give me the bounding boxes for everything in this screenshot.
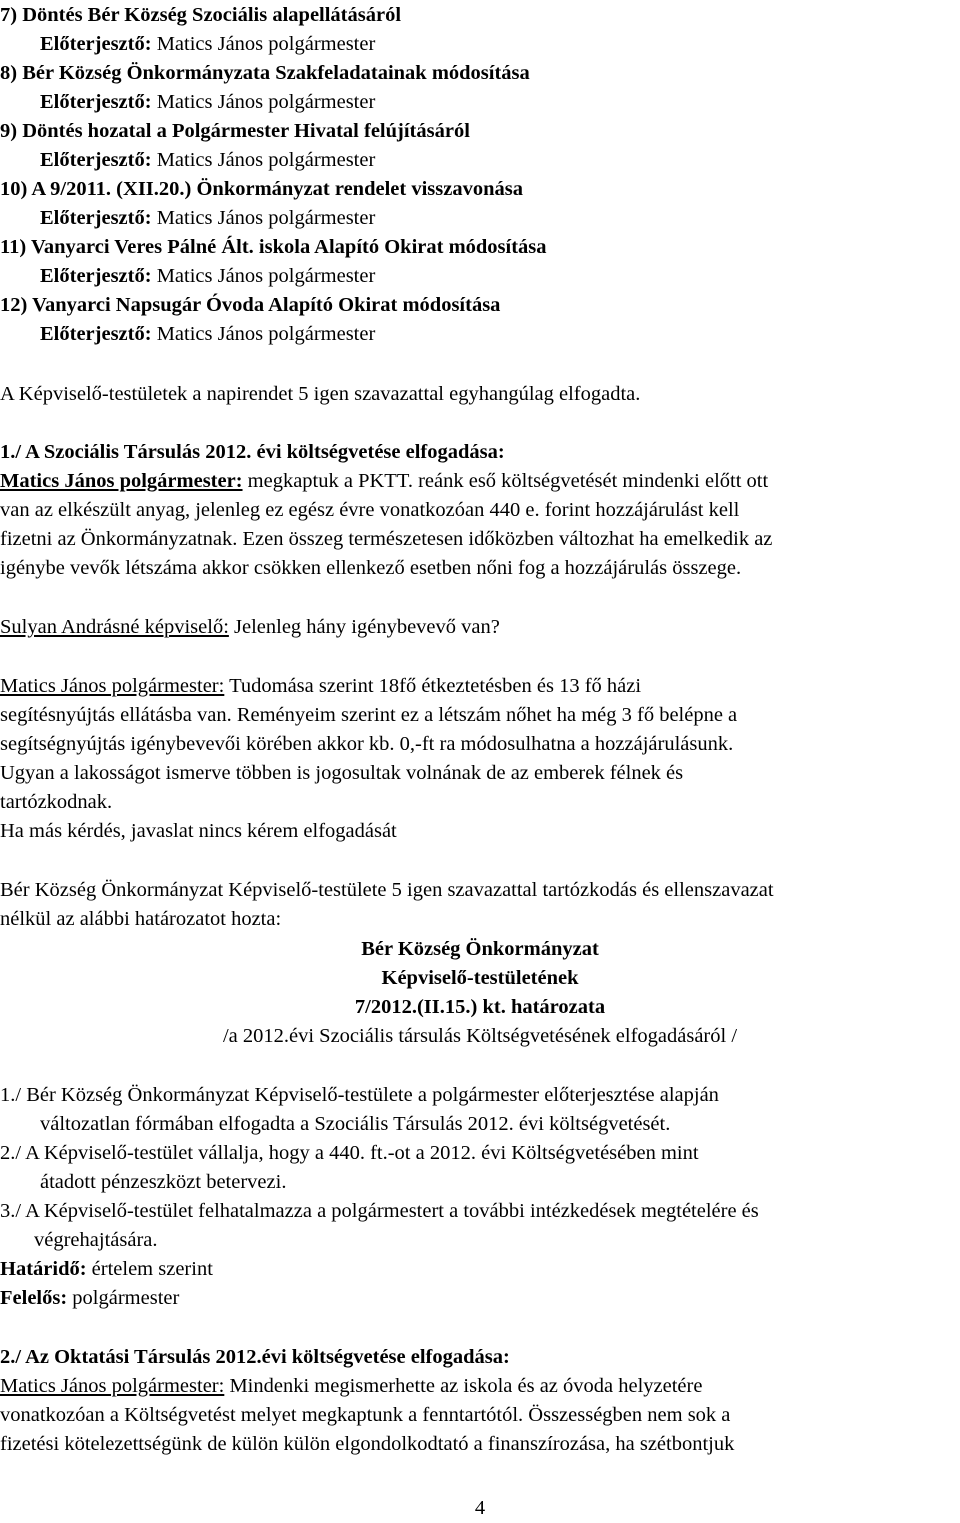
resolution-title: Képviselő-testületének bbox=[381, 967, 579, 989]
paragraph-line: van az elkészült anyag, jelenleg ez egész évre vonatkozóan 440 e. forint hozzájárulást kell bbox=[0, 499, 740, 521]
speaker-name: Matics János polgármester: bbox=[0, 1375, 225, 1397]
agenda-presenter: Előterjesztő: Matics János polgármester bbox=[40, 33, 376, 55]
deadline-label: Határidő: bbox=[0, 1258, 87, 1280]
agenda-accepted-text: A Képviselő-testületek a napirendet 5 igen szavazattal egyhangúlag elfogadta. bbox=[0, 383, 641, 405]
resolution-point-cont: átadott pénzeszközt betervezi. bbox=[40, 1171, 287, 1193]
speaker-name: Sulyan Andrásné képviselő: bbox=[0, 616, 229, 638]
paragraph-line: Ugyan a lakosságot ismerve többen is jogosultak volnának de az emberek félnek és bbox=[0, 762, 684, 784]
paragraph-line: tartózkodnak. bbox=[0, 791, 113, 813]
resolution-point: 1./ Bér Község Önkormányzat Képviselő-testülete a polgármester előterjesztése alapján bbox=[0, 1084, 719, 1106]
agenda-presenter: Előterjesztő: Matics János polgármester bbox=[40, 265, 376, 287]
speaker-paragraph: Matics János polgármester: megkaptuk a PKTT. reánk eső költségvetését mindenki előtt ott bbox=[0, 470, 769, 492]
resolution-number: 7/2012.(II.15.) kt. határozata bbox=[354, 996, 606, 1018]
page-number: 4 bbox=[474, 1497, 486, 1519]
agenda-presenter: Előterjesztő: Matics János polgármester bbox=[40, 207, 376, 229]
resolution-title: Bér Község Önkormányzat bbox=[361, 938, 599, 960]
resolution-point: 2./ A Képviselő-testület vállalja, hogy a 440. ft.-ot a 2012. évi Költségvetésében mint bbox=[0, 1142, 699, 1164]
deadline-line: Határidő: értelem szerint bbox=[0, 1258, 213, 1280]
paragraph-line: Ha más kérdés, javaslat nincs kérem elfogadását bbox=[0, 820, 397, 842]
agenda-presenter: Előterjesztő: Matics János polgármester bbox=[40, 323, 376, 345]
agenda-presenter: Előterjesztő: Matics János polgármester bbox=[40, 91, 376, 113]
agenda-item-7: 7) Döntés Bér Község Szociális alapellátásáról bbox=[0, 4, 402, 26]
section-1-heading: 1./ A Szociális Társulás 2012. évi költségvetése elfogadása: bbox=[0, 441, 505, 463]
speaker-paragraph: Sulyan Andrásné képviselő: Jelenleg hány igénybevevő van? bbox=[0, 616, 500, 638]
resolution-point-cont: végrehajtására. bbox=[34, 1229, 158, 1251]
speaker-paragraph: Matics János polgármester: Tudomása szerint 18fő étkeztetésben és 13 fő házi bbox=[0, 675, 642, 697]
resolution-point: 3./ A Képviselő-testület felhatalmazza a polgármestert a további intézkedések megtételére és bbox=[0, 1200, 759, 1222]
agenda-item-11: 11) Vanyarci Veres Pálné Ált. iskola Alapító Okirat módosítása bbox=[0, 236, 547, 258]
vote-text: Bér Község Önkormányzat Képviselő-testülete 5 igen szavazattal tartózkodás és ellenszavazat bbox=[0, 879, 774, 901]
responsible-label: Felelős: bbox=[0, 1287, 68, 1309]
section-2-heading: 2./ Az Oktatási Társulás 2012.évi költségvetése elfogadása: bbox=[0, 1346, 510, 1368]
speaker-paragraph: Matics János polgármester: Mindenki megismerhette az iskola és az óvoda helyzetére bbox=[0, 1375, 703, 1397]
paragraph-line: fizetni az Önkormányzatnak. Ezen összeg természetesen időközben változhat ha emelkedik az bbox=[0, 528, 773, 550]
resolution-point-cont: változatlan fórmában elfogadta a Szociális Társulás 2012. évi költségvetését. bbox=[40, 1113, 671, 1135]
agenda-item-9: 9) Döntés hozatal a Polgármester Hivatal felújításáról bbox=[0, 120, 470, 142]
agenda-item-10: 10) A 9/2011. (XII.20.) Önkormányzat rendelet visszavonása bbox=[0, 178, 523, 200]
agenda-item-12: 12) Vanyarci Napsugár Óvoda Alapító Okirat módosítása bbox=[0, 294, 501, 316]
paragraph-line: segítségnyújtás igénybevevői körében akkor kb. 0,-ft ra módosulhatna a hozzájárulásunk. bbox=[0, 733, 734, 755]
speaker-name: Matics János polgármester: bbox=[0, 470, 243, 492]
vote-text: nélkül az alábbi határozatot hozta: bbox=[0, 908, 282, 930]
paragraph-line: segítésnyújtás ellátásba van. Reményeim szerint ez a létszám nőhet ha még 3 fő belépne a bbox=[0, 704, 738, 726]
resolution-subtitle: /a 2012.évi Szociális társulás Költségvetésének elfogadásáról / bbox=[222, 1025, 738, 1047]
agenda-presenter: Előterjesztő: Matics János polgármester bbox=[40, 149, 376, 171]
paragraph-line: igénybe vevők létszáma akkor csökken ellenkező esetben nőni fog a hozzájárulás összege. bbox=[0, 557, 742, 579]
paragraph-line: fizetési kötelezettségünk de külön külön elgondolkodtató a finanszírozása, ha szétbontjuk bbox=[0, 1433, 735, 1455]
agenda-item-8: 8) Bér Község Önkormányzata Szakfeladatainak módosítása bbox=[0, 62, 530, 84]
speaker-name: Matics János polgármester: bbox=[0, 675, 225, 697]
responsible-line: Felelős: polgármester bbox=[0, 1287, 180, 1309]
paragraph-line: vonatkozóan a Költségvetést melyet megkaptunk a fenntartótól. Összességben nem sok a bbox=[0, 1404, 731, 1426]
